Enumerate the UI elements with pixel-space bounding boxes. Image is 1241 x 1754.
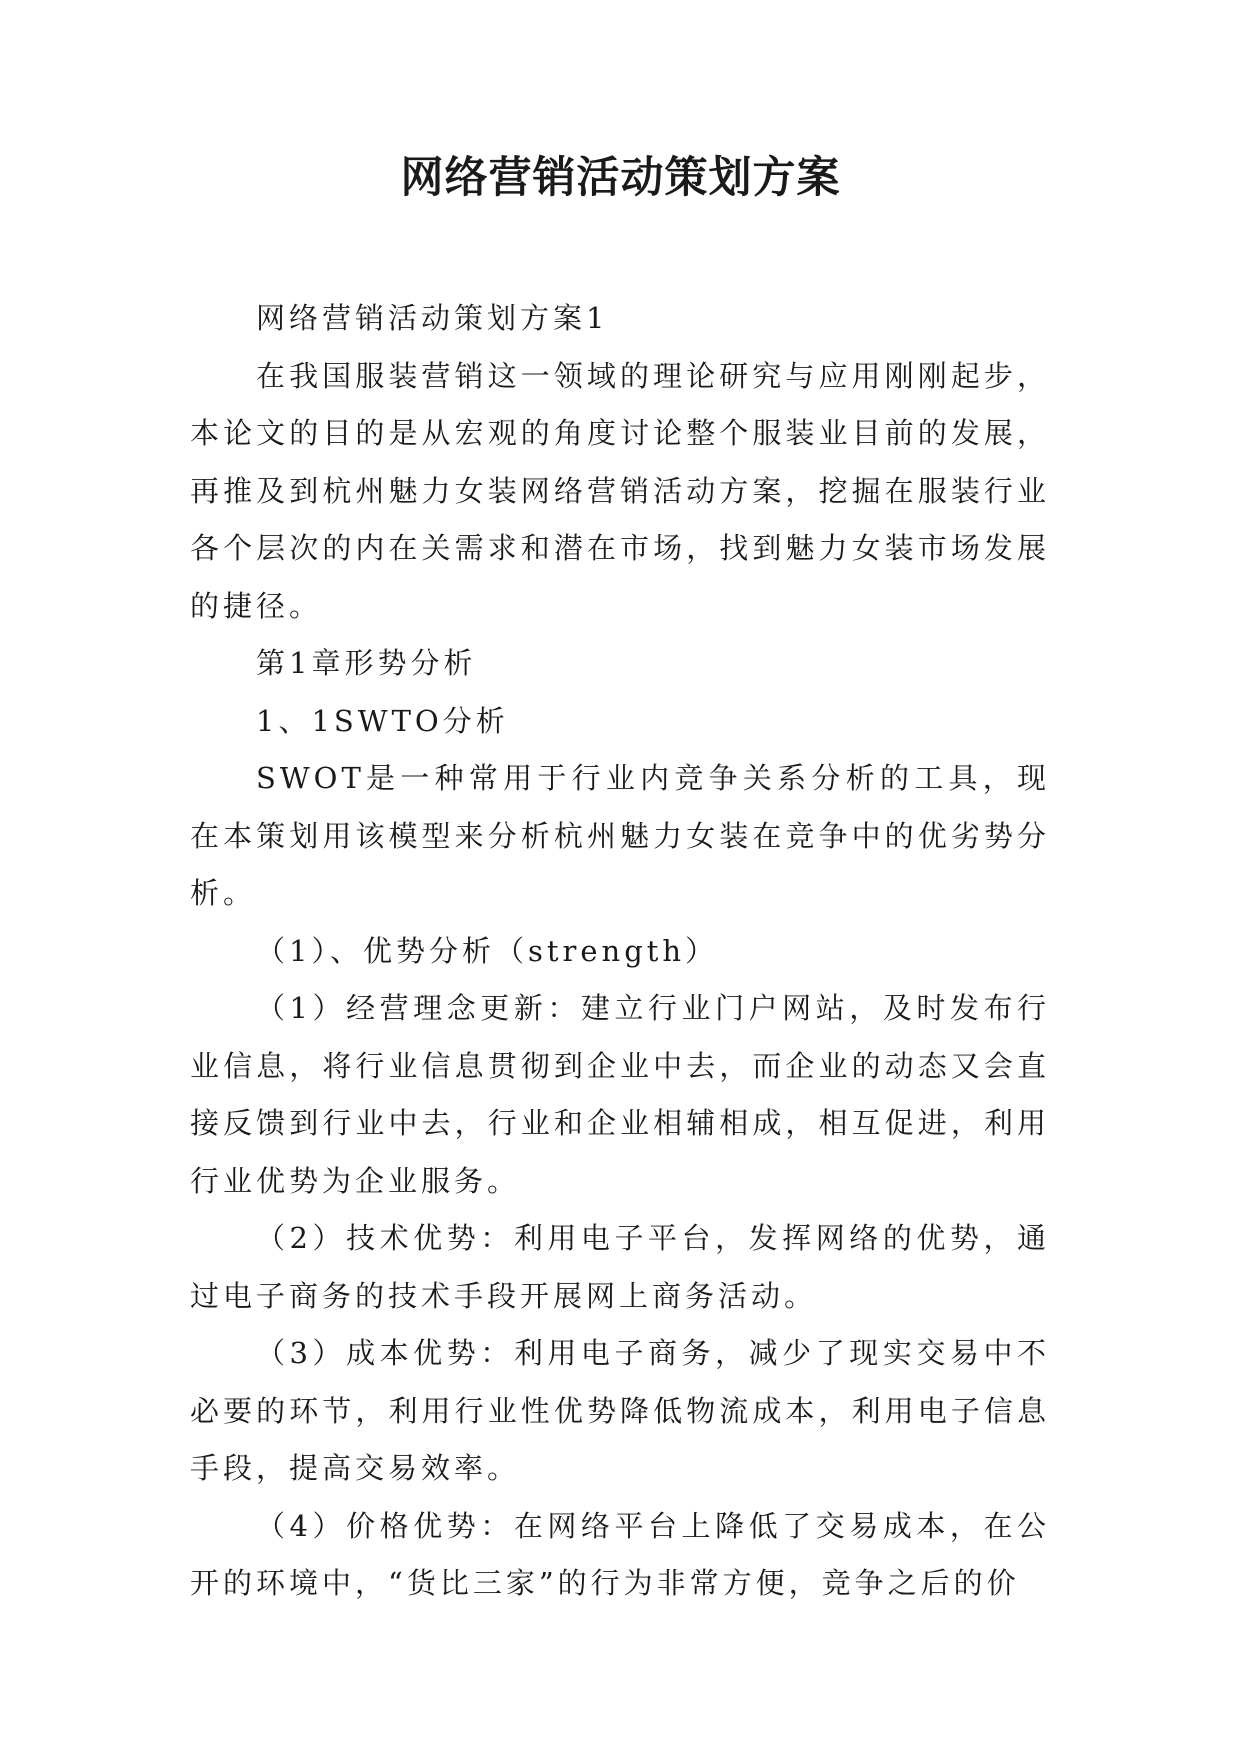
paragraph: （3）成本优势：利用电子商务，减少了现实交易中不必要的环节，利用行业性优势降低物流成本，利用电子信息手段，提高交易效率。	[190, 1336, 1050, 1485]
paragraph: 在我国服装营销这一领域的理论研究与应用刚刚起步，本论文的目的是从宏观的角度讨论整个服装业目前的发展，再推及到杭州魅力女装网络营销活动方案，挖掘在服装行业各个层次的内在关需求和潜在市场，找到魅力女装市场发展的捷径。	[190, 358, 1050, 623]
subsection-heading: 1、1SWTO分析	[256, 703, 509, 738]
document-body	[190, 290, 1050, 1613]
section-heading: 网络营销活动策划方案1	[256, 301, 609, 335]
paragraph: （2）技术优势：利用电子平台，发挥网络的优势，通过电子商务的技术手段开展网上商务活动。	[190, 1221, 1050, 1313]
subsection-heading: （1）、优势分析（strength）	[256, 933, 719, 968]
chapter-heading: 第1章形势分析	[256, 646, 477, 680]
paragraph: （1）经营理念更新：建立行业门户网站，及时发布行业信息，将行业信息贯彻到企业中去，而企业的动态又会直接反馈到行业中去，行业和企业相辅相成，相互促进，利用行业优势为企业服务。	[190, 991, 1050, 1198]
paragraph: SWOT是一种常用于行业内竞争关系分析的工具，现在本策划用该模型来分析杭州魅力女装在竞争中的优劣势分析。	[190, 761, 1050, 910]
paragraph: （4）价格优势：在网络平台上降低了交易成本，在公开的环境中，“货比三家”的行为非常方便，竞争之后的价	[190, 1508, 1050, 1600]
document-title: 网络营销活动策划方案	[400, 153, 841, 203]
